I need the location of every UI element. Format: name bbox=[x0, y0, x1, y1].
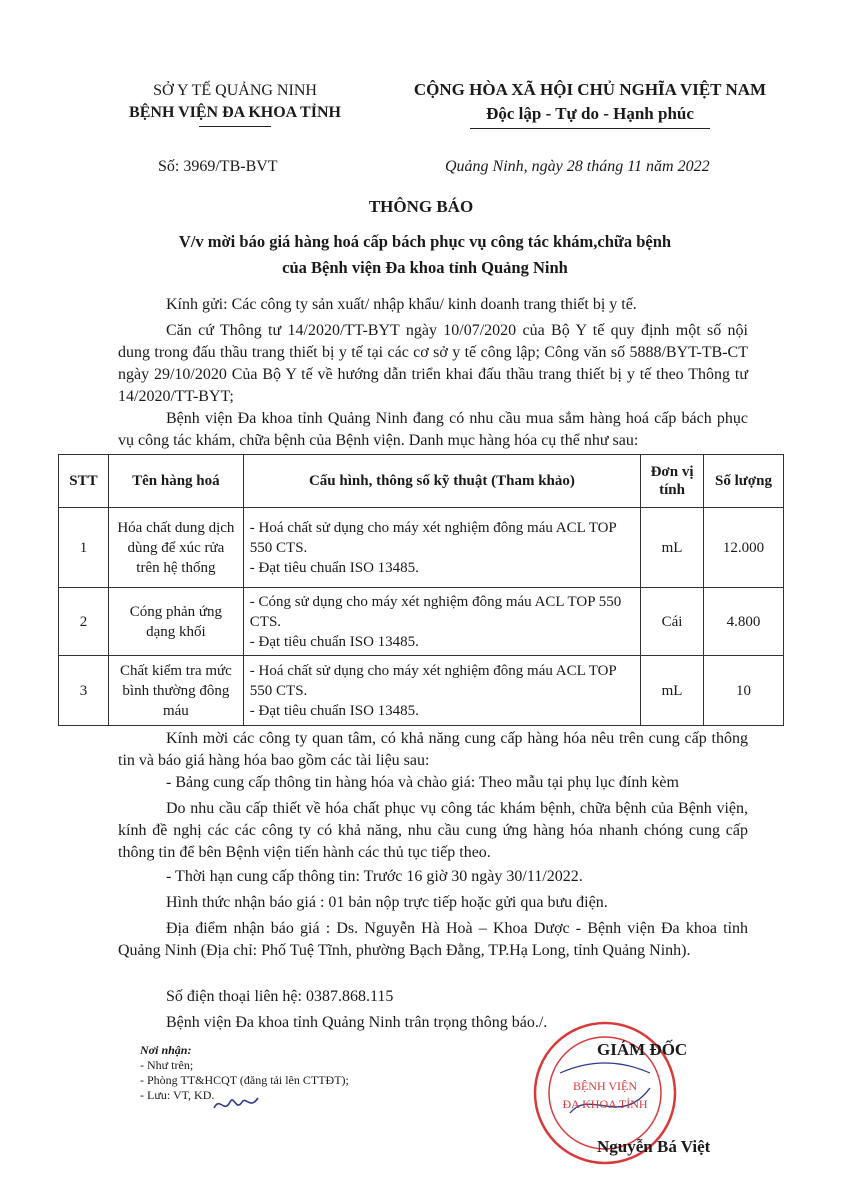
org-parent: SỞ Y TẾ QUẢNG NINH bbox=[153, 82, 317, 99]
header-stt: STT bbox=[59, 455, 109, 508]
header-unit: Đơn vị tính bbox=[641, 455, 704, 508]
org-name: BỆNH VIỆN ĐA KHOA TỈNH bbox=[129, 104, 341, 121]
row-stt: 1 bbox=[59, 508, 109, 588]
row-spec bbox=[243, 508, 640, 588]
signer-title: GIÁM ĐỐC bbox=[597, 1040, 688, 1059]
legal-basis-paragraph: Căn cứ Thông tư 14/2020/TT-BYT ngày 10/07/2020 của Bộ Y tế quy định một số nội dung trong đấu thầu trang thiết bị y tế tại các cơ sở y tế công lập; Công văn số 5888/BYT-TB-CT ngày 29/10/2020 Của Bộ Y tế về hướng dẫn triển khai đấu thầu trang thiết bị y tế theo Thông tư 14/2020/TT-BYT; bbox=[118, 322, 748, 405]
row-unit: Cái bbox=[641, 588, 704, 656]
recipient-item: - Lưu: VT, KD. bbox=[140, 1088, 215, 1102]
national-motto bbox=[395, 78, 785, 129]
row-stt: 2 bbox=[59, 588, 109, 656]
org-underline bbox=[199, 126, 271, 127]
stamp-text-line-2: ĐA KHOA TỈNH bbox=[562, 1097, 648, 1111]
spec-line: - Hoá chất sử dụng cho máy xét nghiệm đông máu ACL TOP 550 CTS. bbox=[249, 519, 617, 556]
spec-line: - Đạt tiêu chuẩn ISO 13485. bbox=[249, 702, 419, 719]
row-qty: 12.000 bbox=[704, 508, 784, 588]
table-header-row bbox=[59, 455, 784, 508]
recipient-item: - Phòng TT&HCQT (đăng tải lên CTTĐT); bbox=[140, 1073, 349, 1087]
recipients-heading: Nơi nhận: bbox=[140, 1043, 192, 1057]
document-number: Số: 3969/TB-BVT bbox=[158, 158, 278, 175]
document-subtitle bbox=[100, 229, 750, 281]
nation-name: CỘNG HÒA XÃ HỘI CHỦ NGHĨA VIỆT NAM bbox=[413, 80, 767, 99]
recipient-item: - Như trên; bbox=[140, 1058, 194, 1072]
row-name: Hóa chất dung dịch dùng để xúc rửa trên hệ thống bbox=[108, 508, 243, 588]
spec-line: - Đạt tiêu chuẩn ISO 13485. bbox=[249, 559, 419, 576]
row-qty: 4.800 bbox=[704, 588, 784, 656]
table-row bbox=[59, 656, 784, 726]
spec-line: - Cóng sử dụng cho máy xét nghiệm đông máu ACL TOP 550 CTS. bbox=[249, 593, 622, 630]
row-spec bbox=[243, 588, 640, 656]
row-qty: 10 bbox=[704, 656, 784, 726]
goods-table bbox=[58, 454, 784, 726]
table-row bbox=[59, 588, 784, 656]
contact-phone: Số điện thoại liên hệ: 0387.868.115 bbox=[166, 988, 394, 1005]
submission-method: Hình thức nhận báo giá : 01 bản nộp trực tiếp hoặc gửi qua bưu điện. bbox=[166, 894, 608, 911]
closing-line: Bệnh viện Đa khoa tỉnh Quảng Ninh trân trọng thông báo./. bbox=[166, 1014, 548, 1031]
document-date: Quảng Ninh, ngày 28 tháng 11 năm 2022 bbox=[445, 158, 710, 175]
issuing-organization bbox=[95, 80, 375, 127]
deadline-line: - Thời hạn cung cấp thông tin: Trước 16 giờ 30 ngày 30/11/2022. bbox=[166, 868, 583, 885]
row-stt: 3 bbox=[59, 656, 109, 726]
row-name: Cóng phản ứng dạng khối bbox=[108, 588, 243, 656]
row-name: Chất kiểm tra mức bình thường đông máu bbox=[108, 656, 243, 726]
subtitle-line-1: V/v mời báo giá hàng hoá cấp bách phục vụ công tác khám,chữa bệnh bbox=[178, 232, 672, 251]
spec-line: - Đạt tiêu chuẩn ISO 13485. bbox=[249, 633, 419, 650]
spec-line: - Hoá chất sử dụng cho máy xét nghiệm đông máu ACL TOP 550 CTS. bbox=[249, 662, 617, 699]
row-unit: mL bbox=[641, 656, 704, 726]
signer-name: Nguyễn Bá Việt bbox=[597, 1137, 711, 1156]
header-spec: Cấu hình, thông số kỹ thuật (Tham khảo) bbox=[243, 455, 640, 508]
urgency-paragraph: Do nhu cầu cấp thiết về hóa chất phục vụ công tác khám bệnh, chữa bệnh của Bệnh viện, kính đề nghị các các công ty có khả năng, nhu cầu cung ứng hàng hóa nhanh chóng cung cấp thông tin để bên Bệnh viện tiến hành các thủ tục tiếp theo. bbox=[118, 800, 748, 861]
motto: Độc lập - Tự do - Hạnh phúc bbox=[486, 104, 694, 123]
need-paragraph: Bệnh viện Đa khoa tỉnh Quảng Ninh đang có nhu cầu mua sắm hàng hoá cấp bách phục vụ công tác khám, chữa bệnh của Bệnh viện. Danh mục hàng hóa cụ thể như sau: bbox=[118, 410, 748, 449]
initial-signature-icon bbox=[210, 1088, 270, 1118]
motto-underline bbox=[470, 128, 710, 129]
document-requirement: - Bảng cung cấp thông tin hàng hóa và chào giá: Theo mẫu tại phụ lục đính kèm bbox=[166, 774, 679, 791]
invitation-paragraph: Kính mời các công ty quan tâm, có khả năng cung cấp hàng hóa nêu trên cung cấp thông tin và báo giá hàng hóa bao gồm các tài liệu sau: bbox=[118, 730, 748, 769]
header-name: Tên hàng hoá bbox=[108, 455, 243, 508]
row-unit: mL bbox=[641, 508, 704, 588]
subtitle-line-2: của Bệnh viện Đa khoa tỉnh Quảng Ninh bbox=[282, 258, 568, 277]
header-qty: Số lượng bbox=[704, 455, 784, 508]
row-spec bbox=[243, 656, 640, 726]
document-title: THÔNG BÁO bbox=[368, 197, 474, 216]
table-row bbox=[59, 508, 784, 588]
stamp-text-line-1: BỆNH VIỆN bbox=[572, 1079, 638, 1093]
submission-address: Địa điểm nhận báo giá : Ds. Nguyễn Hà Hoà – Khoa Dược - Bệnh viện Đa khoa tỉnh Quảng Ninh (Địa chỉ: Phố Tuệ Tĩnh, phường Bạch Đằng, TP.Hạ Long, tỉnh Quảng Ninh). bbox=[118, 920, 748, 959]
recipient-line: Kính gửi: Các công ty sản xuất/ nhập khẩu/ kinh doanh trang thiết bị y tế. bbox=[166, 296, 637, 313]
